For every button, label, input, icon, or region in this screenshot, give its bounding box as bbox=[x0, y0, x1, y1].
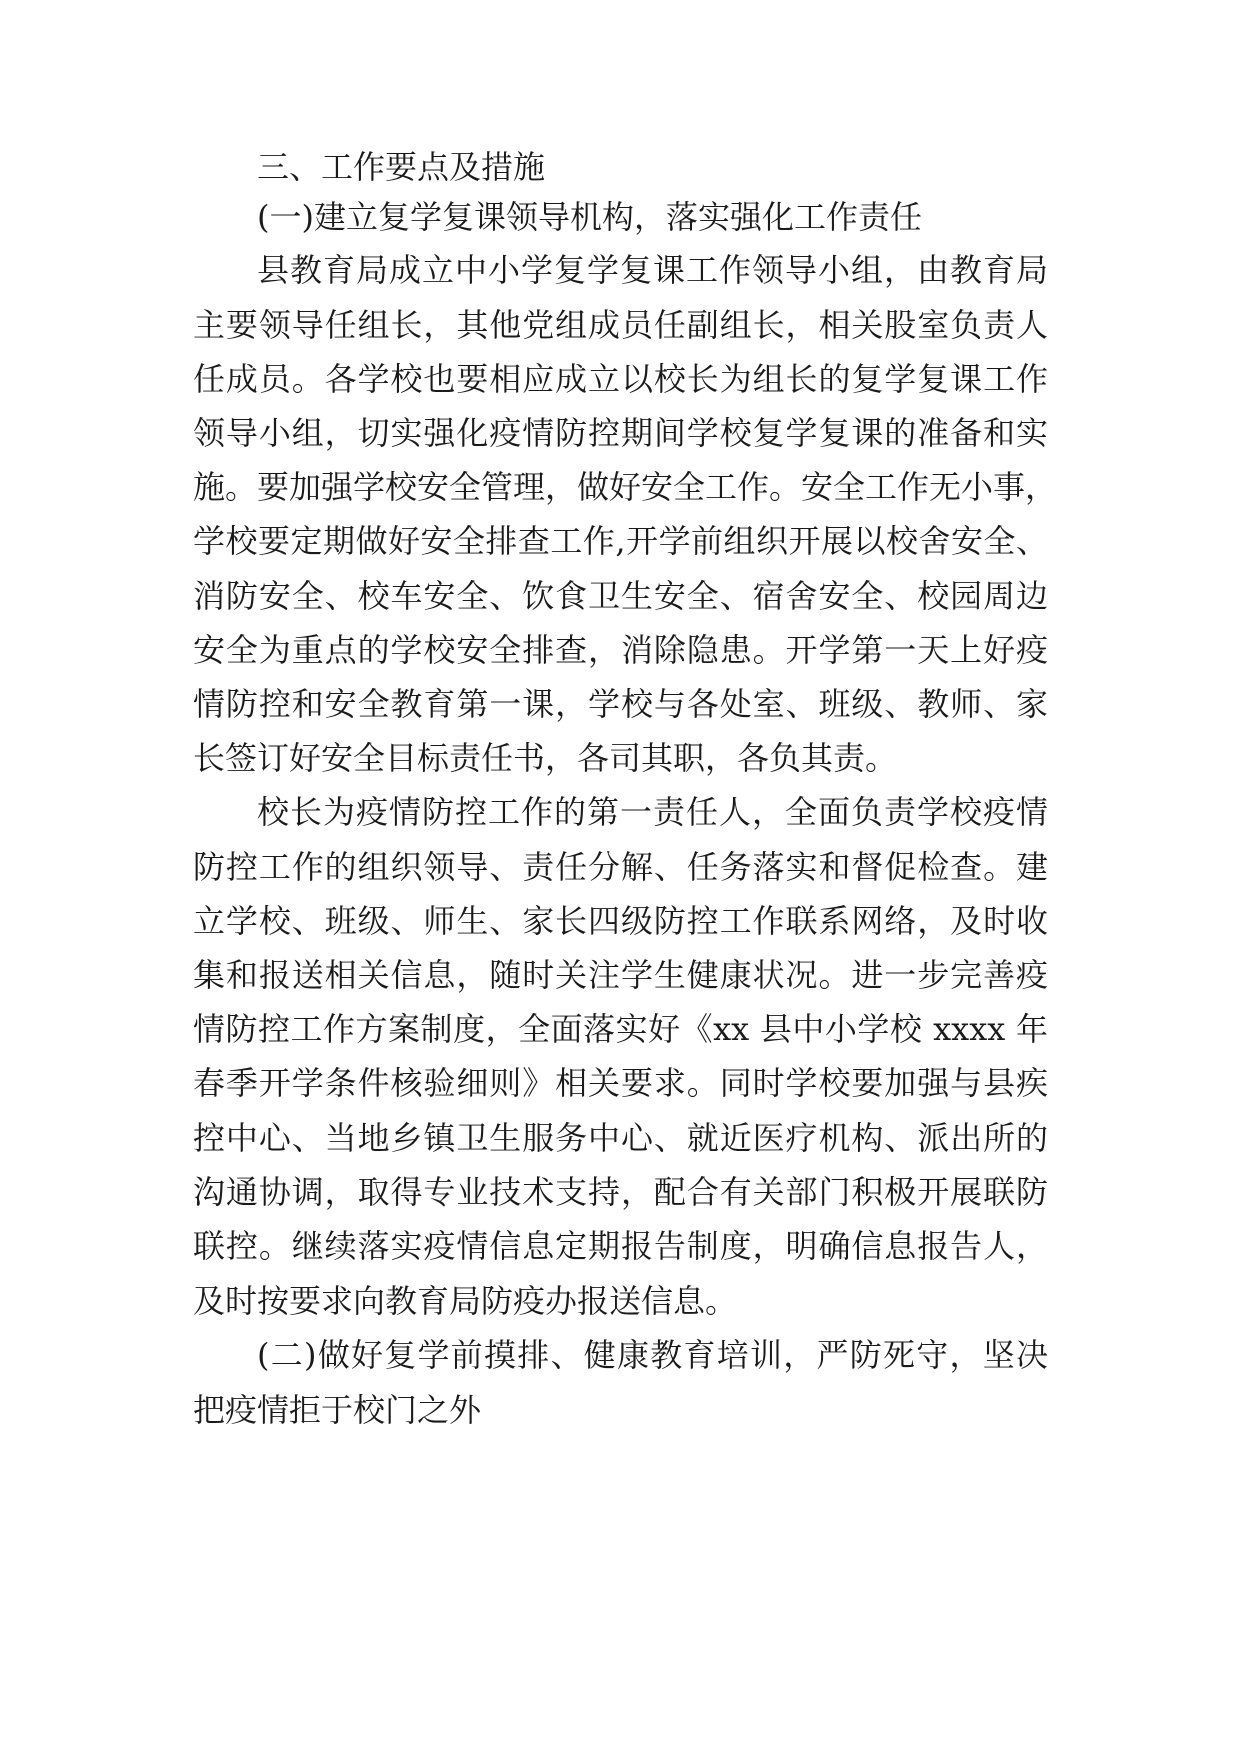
paragraph-line: 立学校、班级、师生、家长四级防控工作联系网络，及时收 bbox=[193, 902, 1048, 940]
paragraph-line: 及时按要求向教育局防疫办报送信息。 bbox=[193, 1282, 738, 1320]
paragraph-line: 沟通协调，取得专业技术支持，配合有关部门积极开展联防 bbox=[193, 1173, 1048, 1211]
paragraph-line: 集和报送相关信息，随时关注学生健康状况。进一步完善疫 bbox=[193, 956, 1048, 994]
paragraph-line: 县教育局成立中小学复学复课工作领导小组，由教育局 bbox=[257, 251, 1048, 289]
paragraph-line: 领导小组，切实强化疫情防控期间学校复学复课的准备和实 bbox=[193, 414, 1048, 452]
paragraph-line: 情防控和安全教育第一课，学校与各处室、班级、教师、家 bbox=[193, 685, 1048, 723]
paragraph-line: 防控工作的组织领导、责任分解、任务落实和督促检查。建 bbox=[193, 848, 1048, 886]
paragraph-line: 学校要定期做好安全排查工作,开学前组织开展以校舍安全、 bbox=[193, 522, 1048, 560]
paragraph-line: 联控。继续落实疫情信息定期报告制度，明确信息报告人， bbox=[193, 1227, 1048, 1265]
paragraph-line: 任成员。各学校也要相应成立以校长为组长的复学复课工作 bbox=[193, 360, 1048, 398]
paragraph-line: 安全为重点的学校安全排查，消除隐患。开学第一天上好疫 bbox=[193, 631, 1048, 669]
paragraph-line: 消防安全、校车安全、饮食卫生安全、宿舍安全、校园周边 bbox=[193, 577, 1048, 615]
paragraph-line: 情防控工作方案制度，全面落实好《xx 县中小学校 xxxx 年 bbox=[193, 1010, 1048, 1048]
subsection-heading-continuation: 把疫情拒于校门之外 bbox=[193, 1391, 482, 1429]
paragraph-line: 长签订好安全目标责任书，各司其职，各负其责。 bbox=[193, 739, 898, 777]
subsection-heading: (二)做好复学前摸排、健康教育培训，严防死守，坚决 bbox=[257, 1336, 1048, 1374]
section-heading: 三、工作要点及措施 bbox=[257, 148, 546, 186]
subsection-heading: (一)建立复学复课领导机构，落实强化工作责任 bbox=[257, 198, 922, 236]
paragraph-line: 春季开学条件核验细则》相关要求。同时学校要加强与县疾 bbox=[193, 1064, 1048, 1102]
paragraph-line: 控中心、当地乡镇卫生服务中心、就近医疗机构、派出所的 bbox=[193, 1119, 1048, 1157]
paragraph-line: 主要领导任组长，其他党组成员任副组长，相关股室负责人 bbox=[193, 306, 1048, 344]
paragraph-line: 校长为疫情防控工作的第一责任人，全面负责学校疫情 bbox=[257, 793, 1048, 831]
paragraph-line: 施。要加强学校安全管理，做好安全工作。安全工作无小事， bbox=[193, 468, 1058, 506]
